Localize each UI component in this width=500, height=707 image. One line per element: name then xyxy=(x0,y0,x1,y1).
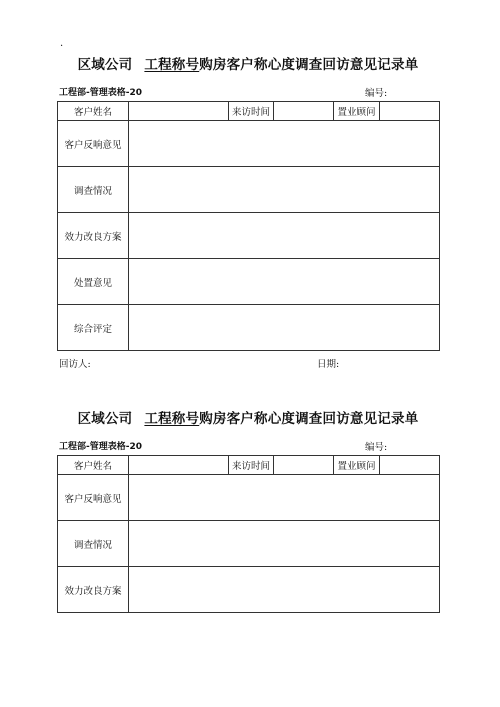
form-footer xyxy=(57,354,439,372)
consultant-field[interactable] xyxy=(380,456,440,475)
form-code: 工程部-管理表格-20 xyxy=(59,88,142,98)
consultant-label: 置业顾问 xyxy=(334,102,380,121)
improvement-field[interactable] xyxy=(129,567,440,613)
title-rest: 购房客户称心度调查回访意见记录单 xyxy=(199,57,419,73)
consultant-field[interactable] xyxy=(380,102,440,121)
number-label: 编号: xyxy=(365,88,388,99)
number-label: 编号: xyxy=(365,442,388,453)
row-label-feedback: 客户反响意见 xyxy=(58,121,129,167)
visit-time-label: 来访时间 xyxy=(229,456,274,475)
customer-name-field[interactable] xyxy=(129,456,229,475)
page-mark: . xyxy=(60,38,64,49)
table-row xyxy=(58,167,440,213)
table-row xyxy=(58,521,440,567)
visit-time-label: 来访时间 xyxy=(229,102,274,121)
table-row xyxy=(58,259,440,305)
improvement-field[interactable] xyxy=(129,213,440,259)
survey-form-1 xyxy=(57,55,439,372)
row-label-improvement: 效力改良方案 xyxy=(58,213,129,259)
table-row xyxy=(58,121,440,167)
header-row xyxy=(58,456,440,475)
row-label-investigation: 调查情况 xyxy=(58,167,129,213)
table-row xyxy=(58,475,440,521)
form-meta xyxy=(57,435,439,455)
consultant-label: 置业顾问 xyxy=(334,456,380,475)
survey-table xyxy=(57,455,440,613)
investigation-field[interactable] xyxy=(129,167,440,213)
customer-name-label: 客户姓名 xyxy=(58,456,129,475)
title-rest: 购房客户称心度调查回访意见记录单 xyxy=(199,411,419,427)
form-title xyxy=(57,409,439,429)
form-meta xyxy=(57,81,439,101)
survey-table xyxy=(57,101,440,351)
title-company: 区域公司 xyxy=(77,411,133,427)
table-row xyxy=(58,305,440,351)
visitor-label: 回访人: xyxy=(59,359,91,370)
visit-time-field[interactable] xyxy=(274,102,334,121)
row-label-handling: 处置意见 xyxy=(58,259,129,305)
evaluation-field[interactable] xyxy=(129,305,440,351)
table-row xyxy=(58,213,440,259)
title-company: 区域公司 xyxy=(77,57,133,73)
feedback-field[interactable] xyxy=(129,121,440,167)
survey-form-2 xyxy=(57,409,439,613)
title-project: 工程称号 xyxy=(144,57,200,73)
form-title xyxy=(57,55,439,75)
date-label: 日期: xyxy=(317,359,340,370)
table-row xyxy=(58,567,440,613)
customer-name-label: 客户姓名 xyxy=(58,102,129,121)
form-code: 工程部-管理表格-20 xyxy=(59,442,142,452)
customer-name-field[interactable] xyxy=(129,102,229,121)
title-project: 工程称号 xyxy=(144,411,200,427)
visit-time-field[interactable] xyxy=(274,456,334,475)
row-label-improvement: 效力改良方案 xyxy=(58,567,129,613)
feedback-field[interactable] xyxy=(129,475,440,521)
handling-field[interactable] xyxy=(129,259,440,305)
investigation-field[interactable] xyxy=(129,521,440,567)
header-row xyxy=(58,102,440,121)
row-label-feedback: 客户反响意见 xyxy=(58,475,129,521)
row-label-evaluation: 综合评定 xyxy=(58,305,129,351)
row-label-investigation: 调查情况 xyxy=(58,521,129,567)
